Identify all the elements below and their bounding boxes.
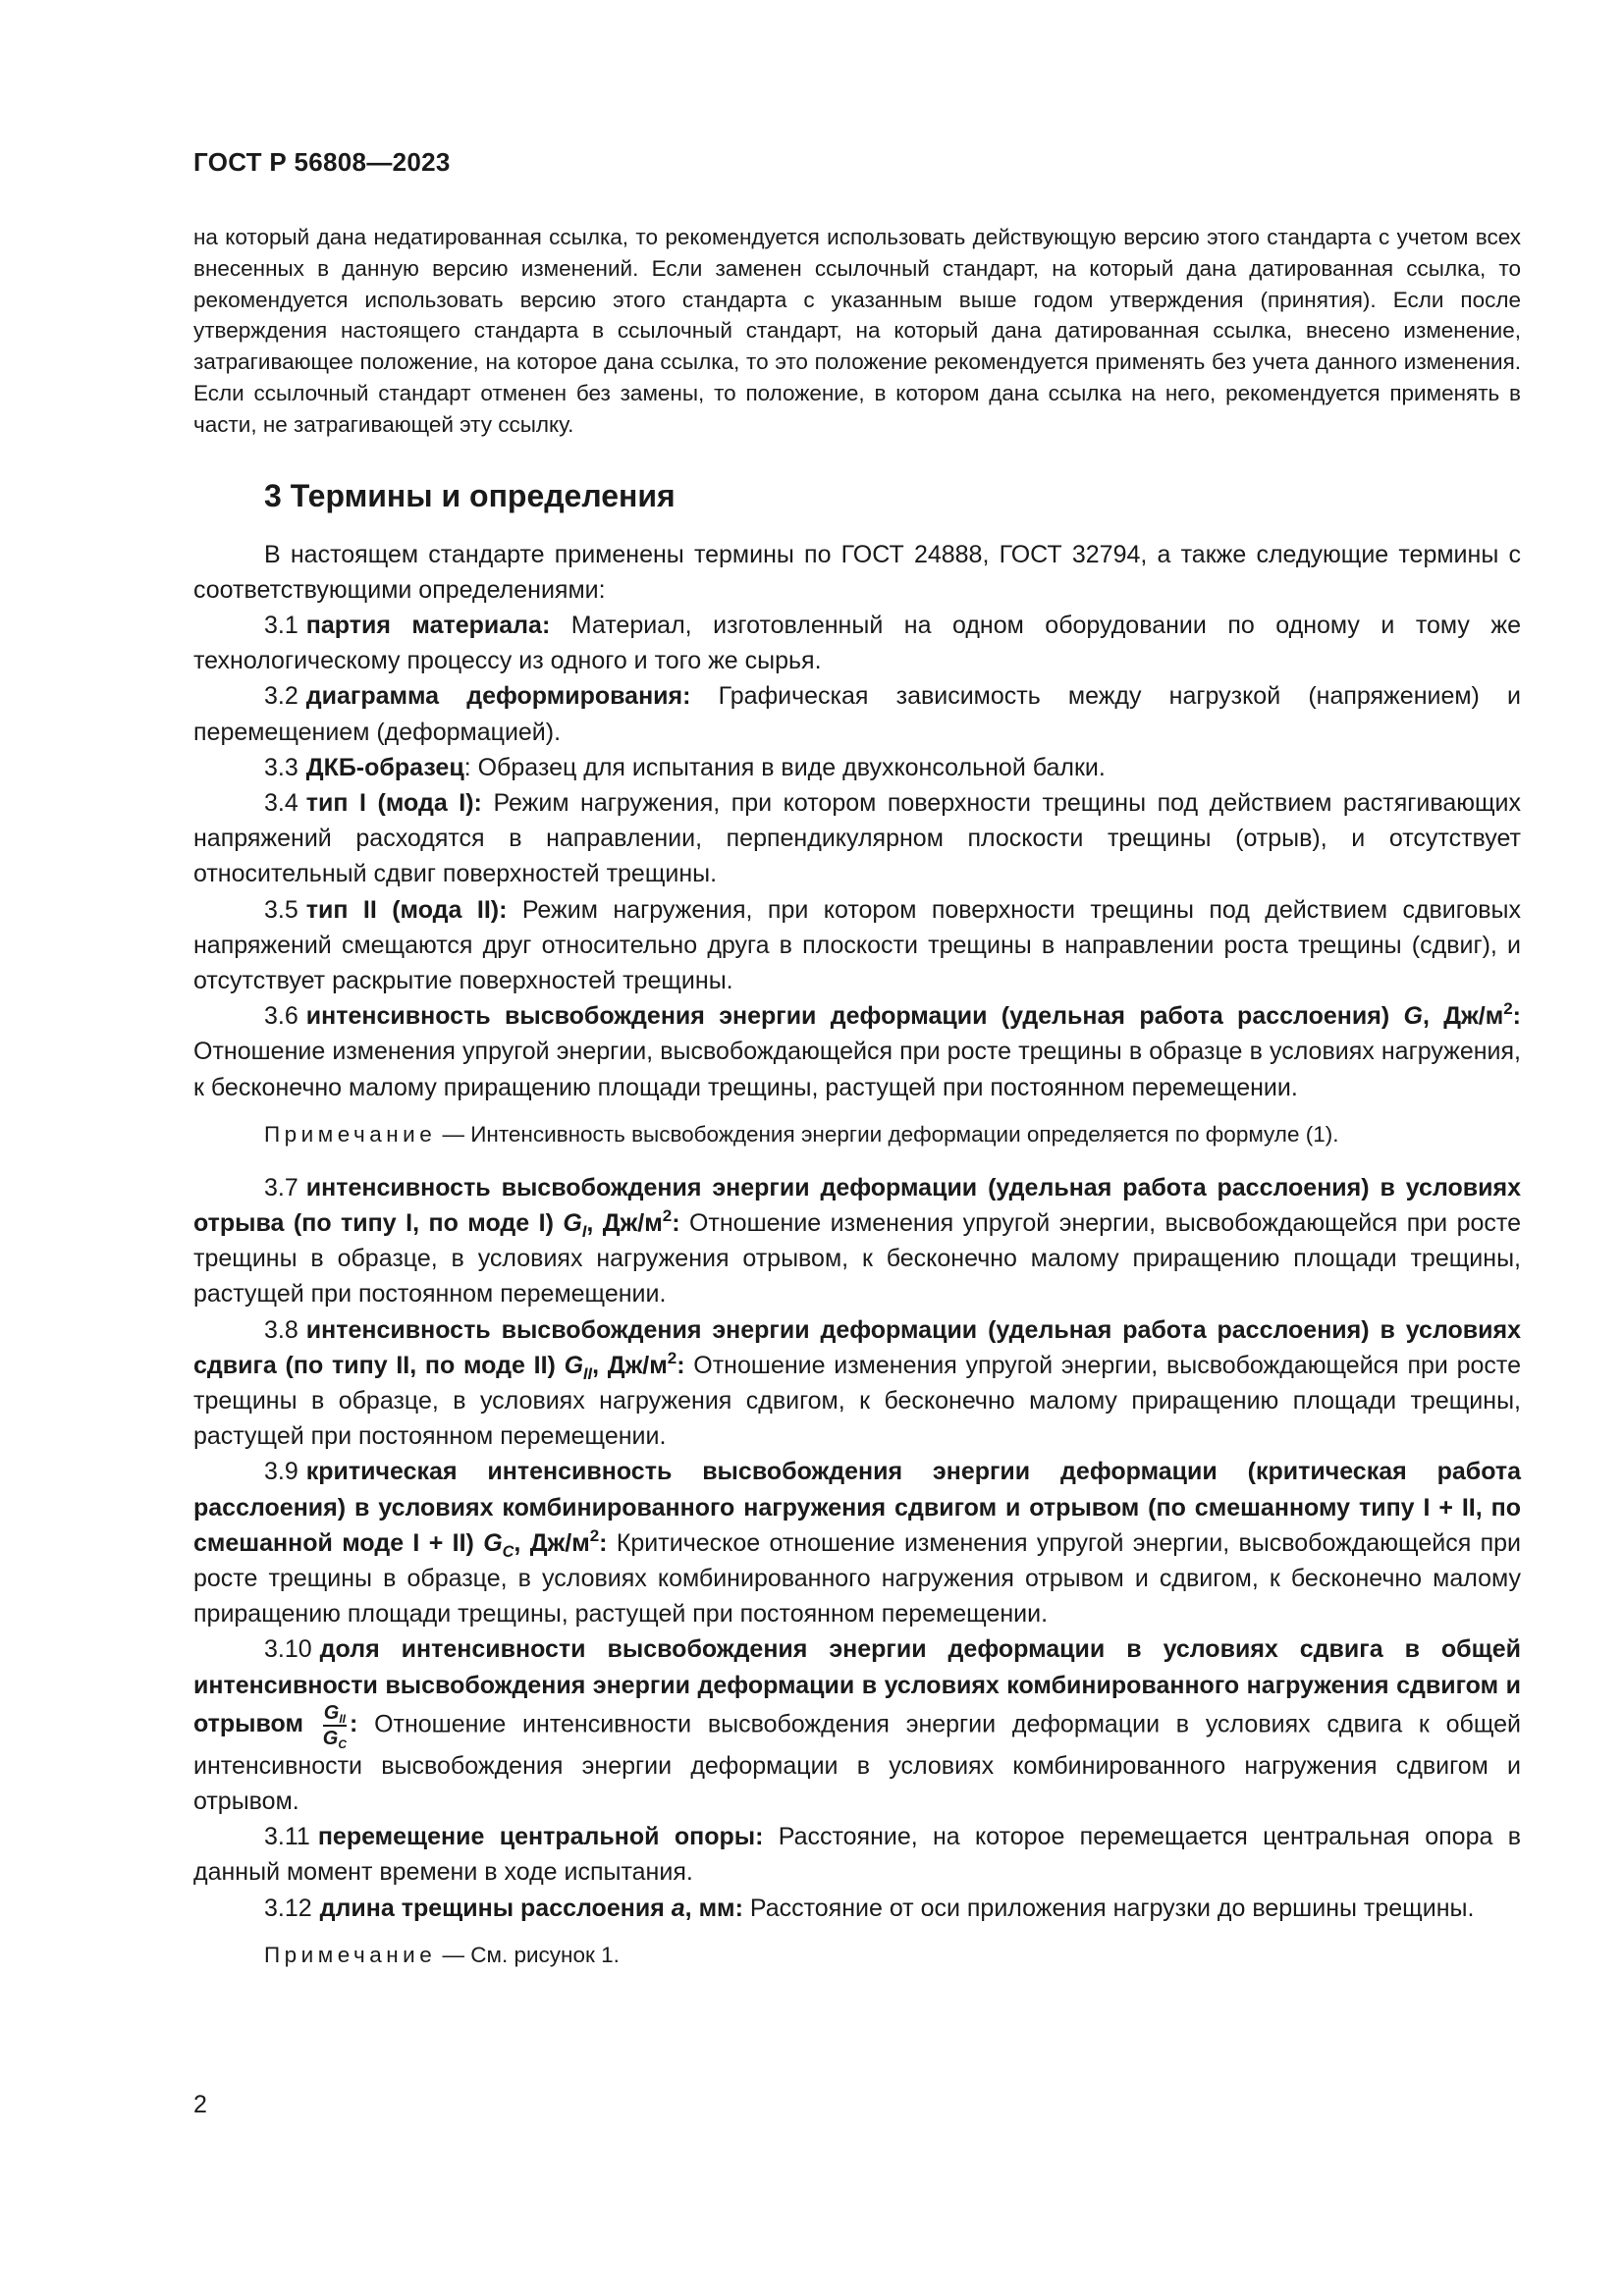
- term-symbol: a: [671, 1894, 685, 1922]
- term-unit: Дж/м: [529, 1528, 590, 1557]
- term-definition: Образец для испытания в виде двухконсольной балки.: [477, 753, 1106, 781]
- term-3-11: [193, 1819, 1521, 1890]
- term-number: 3.8: [264, 1315, 298, 1344]
- term-3-9: [193, 1454, 1521, 1631]
- term-3-1: [193, 608, 1521, 678]
- term-3-8: [193, 1312, 1521, 1455]
- numerator-subscript: II: [339, 1711, 346, 1726]
- fraction-denominator: [322, 1727, 347, 1751]
- term-name: доля интенсивности высвобождения энергии деформации в условиях сдвига в общей интенсивности высвобождения энергии деформации в условиях комбинированного нагружения сдвигом и отрывом $\frac{G_{II}}{G_C}$ :: [193, 1635, 1521, 1751]
- term-number: 3.12: [264, 1894, 312, 1922]
- term-definition: Отношение изменения упругой энергии, высвобождающейся при росте трещины в образце, в условиях нагружения сдвигом, к бесконечно малому приращению площади трещины, растущей при постоянном перемещении.: [193, 1351, 1521, 1451]
- note-text: — Интенсивность высвобождения энергии деформации определяется по формуле (1).: [442, 1121, 1339, 1147]
- term-definition: Режим нагружения, при котором поверхности трещины под действием сдвиговых напряжений смещаются друг относительно друга в плоскости трещины в направлении роста трещины (сдвиг), и отсутствует раскрытие поверхностей трещины.: [193, 895, 1521, 995]
- term-name-text: интенсивность высвобождения энергии деформации (удельная работа расслоения): [305, 1002, 1390, 1031]
- term-definition: Расстояние от оси приложения нагрузки до вершины трещины.: [749, 1894, 1475, 1922]
- term-symbol: [483, 1528, 514, 1561]
- term-unit-exponent: 2: [589, 1525, 600, 1545]
- term-unit: мм: [698, 1894, 735, 1922]
- term-3-6: [193, 998, 1521, 1105]
- symbol-subscript: I: [581, 1223, 587, 1242]
- term-definition: Отношение интенсивности высвобождения энергии деформации в условиях сдвига к общей интенсивности высвобождения энергии деформации в условиях комбинированного нагружения сдвигом и отрывом.: [193, 1710, 1521, 1816]
- term-number: 3.7: [264, 1173, 298, 1201]
- term-3-12: [193, 1891, 1521, 1926]
- term-number: 3.1: [264, 611, 298, 639]
- term-definition: Критическое отношение изменения упругой энергии, высвобождающейся при росте трещины в образце, в условиях комбинированного нагружения отрывом и сдвигом, к бесконечно малому приращению площади трещины, растущей при постоянном перемещении.: [193, 1528, 1521, 1629]
- term-unit-exponent: 2: [667, 1348, 677, 1367]
- term-unit: Дж/м: [1443, 1002, 1504, 1031]
- term-number: 3.4: [264, 789, 298, 817]
- term-name: длина трещины расслоения a, мм:: [319, 1894, 743, 1922]
- term-definition: Материал, изготовленный на одном оборудовании по одному и тому же технологическому процессу из одного и того же сырья.: [193, 611, 1521, 675]
- fraction-numerator: [323, 1703, 347, 1727]
- term-definition: Режим нагружения, при котором поверхности трещины под действием растягивающих напряжений расходятся в направлении, перпендикулярном плоскости трещины (отрыв), и отсутствует относительный сдвиг поверхностей трещины.: [193, 789, 1522, 888]
- document-code-header: ГОСТ Р 56808—2023: [193, 147, 451, 177]
- term-number: 3.2: [264, 682, 298, 711]
- page-content: [193, 222, 1521, 1991]
- section-title: 3 Термины и определения: [264, 477, 676, 513]
- note-text: — См. рисунок 1.: [442, 1942, 620, 1967]
- section-lead: В настоящем стандарте применены термины по ГОСТ 24888, ГОСТ 32794, а также следующие термины с соответствующими определениями:: [193, 540, 1521, 604]
- symbol-letter: G: [483, 1528, 503, 1557]
- denominator-letter: G: [322, 1727, 339, 1749]
- symbol-letter: G: [564, 1351, 584, 1379]
- term-number: 3.5: [264, 895, 298, 924]
- term-name-text: интенсивность высвобождения энергии деформации (удельная работа расслоения) в условиях сдвига (по типу II, по моде II): [193, 1315, 1521, 1379]
- term-punct: :: [463, 753, 471, 781]
- term-symbol: [563, 1209, 587, 1242]
- note-label: Примечание: [264, 1942, 437, 1967]
- term-number: 3.10: [264, 1635, 312, 1664]
- page-number: 2: [193, 2091, 207, 2118]
- note-label: Примечание: [264, 1121, 437, 1147]
- numerator-letter: G: [323, 1701, 340, 1724]
- term-name: интенсивность высвобождения энергии деформации (удельная работа расслоения) в условиях сдвига (по типу II, по моде II) $G_{II}$, $Дж/м^2$:: [193, 1315, 1521, 1383]
- symbol-subscript: II: [583, 1364, 593, 1383]
- term-name-text: критическая интенсивность высвобождения энергии деформации (критическая работа расслоения) в условиях комбинированного нагружения сдвигом и отрывом (по смешанному типу I + II, по смешанной моде I + II): [193, 1458, 1521, 1557]
- term-3-5: [193, 892, 1521, 999]
- symbol-letter: G: [563, 1209, 582, 1238]
- term-name: тип II (мода II):: [305, 895, 508, 924]
- term-definition: Отношение изменения упругой энергии, высвобождающейся при росте трещины в образце в условиях нагружения, к бесконечно малому приращению площади трещины, растущей при постоянном перемещении.: [193, 1038, 1521, 1101]
- term-unit: Дж/м: [602, 1209, 663, 1238]
- term-3-7: [193, 1170, 1521, 1312]
- term-number: 3.3: [264, 753, 298, 781]
- term-definition: Графическая зависимость между нагрузкой (напряжением) и перемещением (деформацией).: [193, 682, 1521, 746]
- term-number: 3.9: [264, 1458, 298, 1486]
- denominator-subscript: C: [338, 1736, 347, 1751]
- term-symbol: [564, 1351, 593, 1383]
- term-name: интенсивность высвобождения энергии деформации (удельная работа расслоения) в условиях отрыва (по типу I, по моде I) $G_I$, $Дж/м^2$:: [193, 1173, 1521, 1242]
- term-name: интенсивность высвобождения энергии деформации (удельная работа расслоения) G, $Дж/м^2$:: [305, 999, 1521, 1031]
- term-name-text: интенсивность высвобождения энергии деформации (удельная работа расслоения) в условиях отрыва (по типу I, по моде I): [193, 1173, 1521, 1238]
- term-3-10: [193, 1631, 1521, 1819]
- term-name: тип I (мода I):: [305, 789, 482, 817]
- term-name-text: доля интенсивности высвобождения энергии деформации в условиях сдвига в общей интенсивности высвобождения энергии деформации в условиях комбинированного нагружения сдвигом и отрывом: [193, 1635, 1521, 1738]
- term-3-3: [193, 750, 1521, 785]
- term-3-2: [193, 678, 1521, 749]
- note-3-6: [193, 1119, 1521, 1150]
- term-number: 3.11: [264, 1823, 310, 1851]
- term-name: критическая интенсивность высвобождения энергии деформации (критическая работа расслоения) в условиях комбинированного нагружения сдвигом и отрывом (по смешанному типу I + II, по смешанной моде I + II) $G_C$, $Дж/м^2$:: [193, 1458, 1521, 1561]
- term-name: партия материала:: [305, 611, 551, 639]
- term-unit-exponent: 2: [662, 1206, 673, 1226]
- term-name: перемещение центральной опоры:: [317, 1823, 764, 1851]
- term-3-4: [193, 785, 1521, 892]
- term-definition: Расстояние, на которое перемещается центральная опора в данный момент времени в ходе испытания.: [193, 1823, 1521, 1887]
- term-number: 3.6: [264, 1002, 298, 1031]
- term-name-text: длина трещины расслоения: [319, 1894, 665, 1922]
- term-definition: Отношение изменения упругой энергии, высвобождающейся при росте трещины в образце, в условиях нагружения отрывом, к бесконечно малому приращению площади трещины, растущей при постоянном перемещении.: [193, 1209, 1521, 1308]
- note-3-12: [193, 1940, 1521, 1971]
- intro-block: [193, 222, 1521, 441]
- term-name: ДКБ-образец: [305, 753, 464, 781]
- ratio-fraction: [322, 1701, 347, 1751]
- term-unit-exponent: 2: [1503, 999, 1513, 1019]
- term-unit: Дж/м: [607, 1351, 668, 1379]
- term-name: диаграмма деформирования:: [305, 682, 691, 711]
- term-symbol: G: [1403, 1002, 1423, 1031]
- intro-paragraph: на который дана недатированная ссылка, то рекомендуется использовать действующую версию этого стандарта с учетом всех внесенных в данную версию изменений. Если заменен ссылочный стандарт, на который дана датированная ссылка, то рекомендуется использовать версию этого стандарта с указанным выше годом утверждения (принятия). Если после утверждения настоящего стандарта в ссылочный стандарт, на который дана датированная ссылка, внесено изменение, затрагивающее положение, на которое дана ссылка, то это положение рекомендуется применять без учета данного изменения. Если ссылочный стандарт отменен без замены, то положение, в котором дана ссылка на него, рекомендуется применять в части, не затрагивающей эту ссылку.: [193, 225, 1521, 437]
- symbol-subscript: C: [502, 1542, 514, 1561]
